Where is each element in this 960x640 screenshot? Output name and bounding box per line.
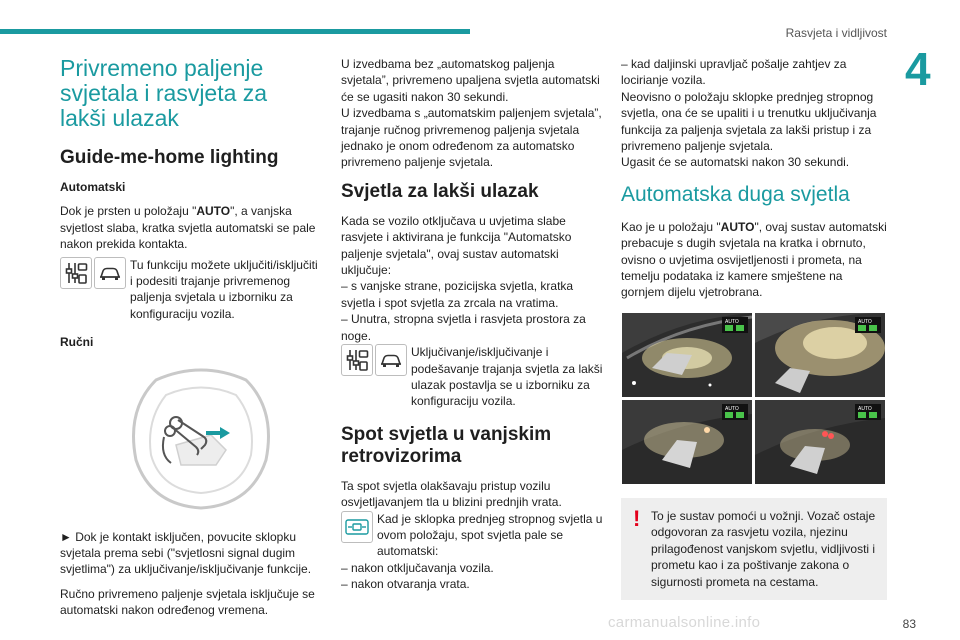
paragraph-manual-action: ► Dok je kontakt isključen, povucite sklopku svjetala prema sebi ("svjetlosni signal dugim svjetlima") za uključivanje/isključivanje funkcije. (60, 529, 312, 577)
paragraph-entry-config: Uključivanje/isključivanje i podešavanje trajanja svjetla za lakši ulazak postavlja se u izborniku za konfiguraciju vozila. (411, 345, 603, 409)
list-item-unlock: – nakon otključavanja vozila. (341, 560, 494, 575)
auto-badge: AUTO (725, 405, 739, 412)
paragraph-entry-intro: Kada se vozilo otključava u uvjetima slabe rasvjete i aktivirana je funkcija "Automatsko paljenje svjetala", ovaj sustav automatski uključuje: (341, 213, 572, 278)
auto-beam-illustrations (622, 313, 887, 484)
paragraph-spot-intro: Ta spot svjetla olakšavaju pristup vozilu osvjetljavanjem tla u blizini prednjih vrata. (341, 478, 562, 510)
heading-mirror-spots: Spot svjetla u vanjskim retrovizorima (341, 423, 552, 467)
list-item-remote: – kad daljinski upravljač pošalje zahtjev za locirianje vozila. (621, 57, 847, 88)
column-1 (60, 56, 318, 619)
list-item-interior: – Unutra, stropna svjetla i rasvjeta prostora za noge. (341, 312, 586, 343)
config-note (60, 257, 318, 323)
section-header: Rasvjeta i vidljivost (785, 26, 887, 40)
beam-scene-1 (622, 313, 752, 397)
beam-scene-3 (622, 400, 752, 484)
beam-scene-2 (755, 313, 885, 397)
paragraph-no-auto: U izvedbama bez „automatskog paljenja svjetala”, privremeno upaljena svjetla automatski će se ugasiti nakon 30 sekundi. (341, 57, 600, 104)
config-icons (341, 344, 407, 376)
watermark: carmanualsonline.info (608, 614, 761, 631)
paragraph-with-auto: U izvedbama s „automatskim paljenjem svjetala”, trajanje ručnog privremenog paljenja svjetala jednako je onom određenom za automatsko privremeno paljenje svjetala. (341, 106, 602, 170)
section-title: Privremeno paljenje svjetala i rasvjeta za lakši ulazak (60, 55, 268, 131)
heading-guide-me-home: Guide-me-home lighting (60, 147, 279, 168)
warning-notice (621, 498, 887, 600)
paragraph-independent: Neovisno o položaju sklopke prednjeg stropnog svjetla, ona će se upaliti i u trenutku uključivanja funkcija za paljenja svjetala za lakši pristup i za privremeno paljenje svjetala. (621, 89, 877, 154)
car-icon (94, 257, 126, 289)
car-icon (375, 344, 407, 376)
auto-badge: AUTO (858, 318, 872, 325)
heading-manual: Ručni (60, 335, 94, 350)
paragraph-config: Tu funkciju možete uključiti/isključiti i podesiti trajanje privremenog paljenja svjetala u izborniku za konfiguraciju vozila. (130, 257, 318, 321)
heading-entry-lighting: Svjetla za lakši ulazak (341, 180, 539, 202)
column-3 (621, 56, 887, 600)
auto-badge: AUTO (725, 318, 739, 325)
ceiling-icon-wrap (341, 511, 373, 543)
heading-auto-high-beam: Automatska duga svjetla (621, 182, 850, 206)
notice-text: To je sustav pomoći u vožnji. Vozač ostaje odgovoran za rasvjetu vozila, njezinu prilagođenost vanjskom svjetlu, vidljivosti i prometu kao i za poštivanje zakona o sigurnosti prometa na cestama. (651, 508, 876, 589)
entry-config-note (341, 344, 603, 410)
page-number: 83 (902, 617, 916, 631)
paragraph-auto-beam: Kao je u položaju "AUTO", ovaj sustav automatski prebacuje s dugih svjetala na kratka i obrnuto, ovisno o uvjetima osvijetljenosti i prometa, na temelju podataka iz kamere smještene na gornjem dijelu vjetrobrana. (621, 219, 887, 300)
paragraph-manual-off: Ručno privremeno paljenje svjetala isključuje se automatski nakon određenog vremena. (60, 586, 315, 618)
steering-wheel-stalk-icon (116, 365, 286, 515)
warning-icon: ! (633, 505, 641, 531)
list-item-exterior: – s vanjske strane, pozicijska svjetla, kratka svjetla i spot svjetla za zrcala na vratima. (341, 279, 574, 310)
auto-badge: AUTO (858, 405, 872, 412)
list-item-door-open: – nakon otvaranja vrata. (341, 577, 470, 592)
beam-scene-4 (755, 400, 885, 484)
column-2 (341, 56, 603, 593)
settings-menu-icon (60, 257, 92, 289)
config-icons (60, 257, 126, 289)
top-accent-bar (0, 29, 470, 34)
ceiling-switch-note (341, 511, 603, 560)
settings-menu-icon (341, 344, 373, 376)
paragraph-auto-intro: Dok je prsten u položaju "AUTO", a vanjska svjetlost slaba, kratka svjetla automatski se pale nakon prekida kontakta. (60, 204, 316, 252)
paragraph-30s: Ugasit će se automatski nakon 30 sekundi. (621, 155, 850, 170)
paragraph-spot-auto: Kad je sklopka prednjeg stropnog svjetla u ovom položaju, spot svjetla pale se automatski: (377, 511, 603, 559)
ceiling-light-icon (341, 511, 373, 543)
heading-automatic: Automatski (60, 180, 126, 194)
chapter-number: 4 (905, 43, 931, 95)
